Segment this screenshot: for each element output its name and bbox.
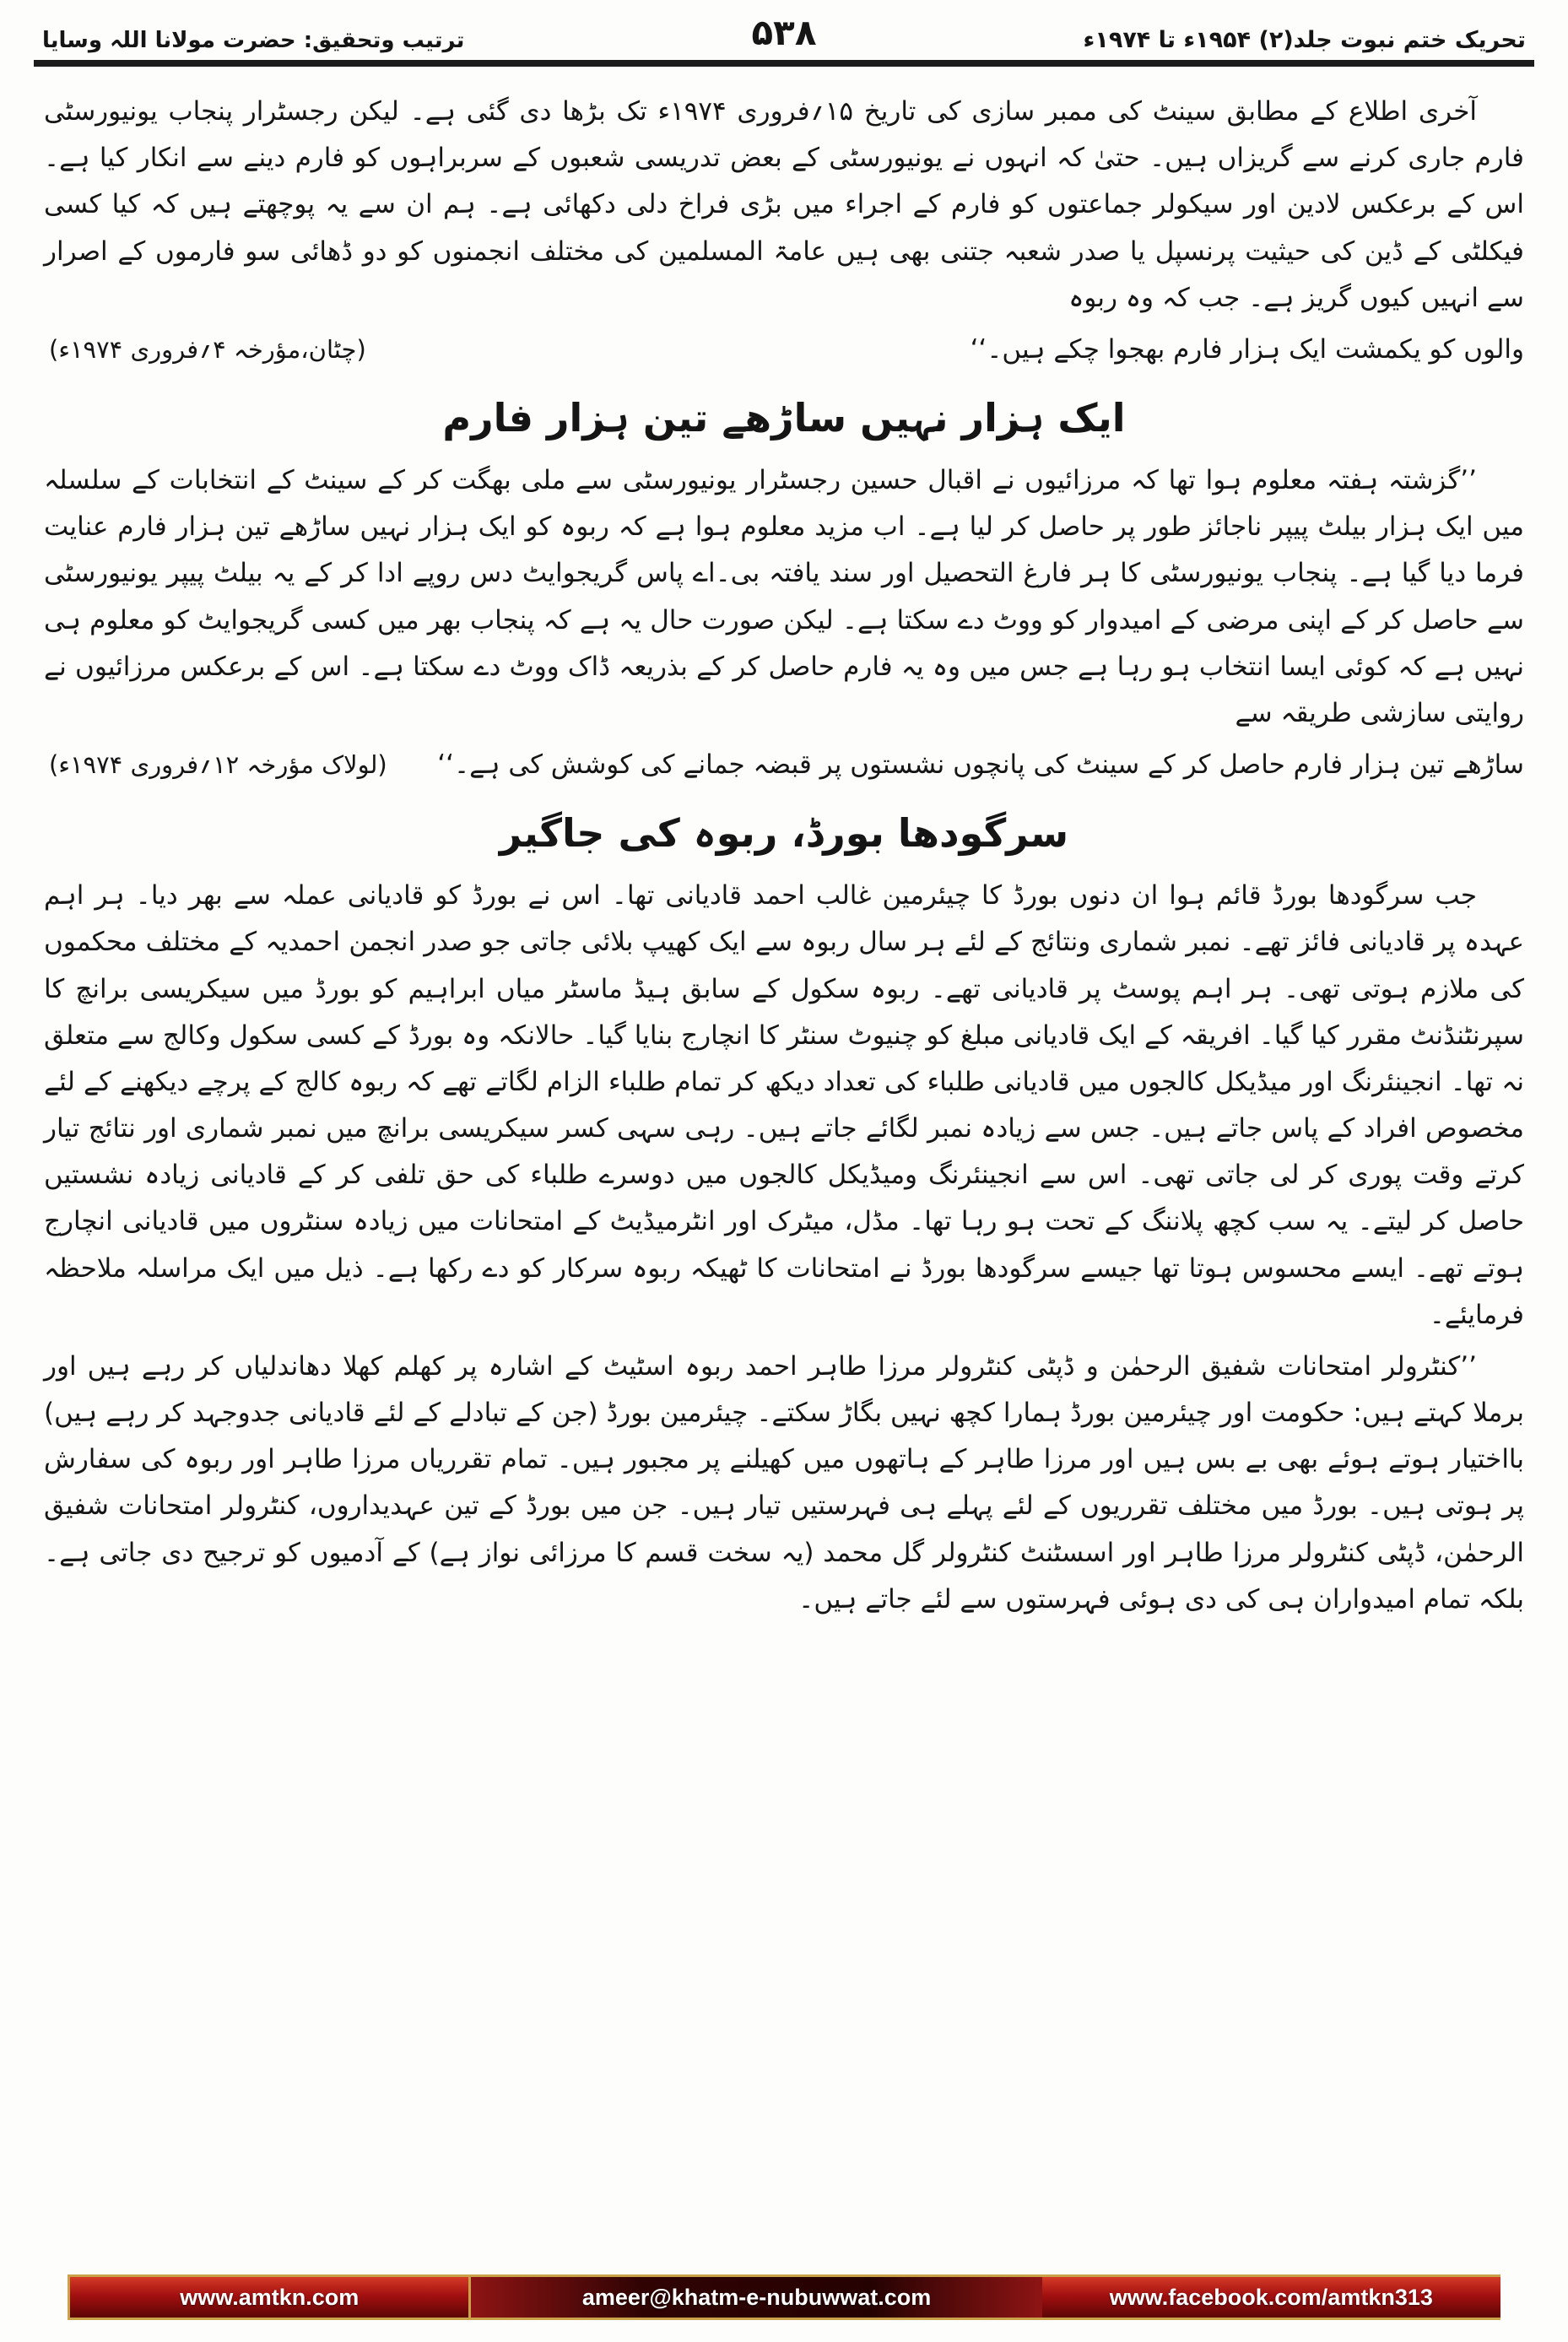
compiler-credit: ترتیب وتحقیق: حضرت مولانا اللہ وسایا — [42, 28, 465, 53]
footer-facebook-url: www.facebook.com/amtkn313 — [1042, 2277, 1500, 2318]
paragraph-sargodha-board: جب سرگودھا بورڈ قائم ہوا ان دنوں بورڈ کا چیئرمین غالب احمد قادیانی تھا۔ اس نے بورڈ کو قادیانی عملہ سے بھر دیا۔ ہر اہم عہدہ پر قادیانی فائز تھے۔ نمبر شماری ونتائج کے لئے ہر سال ربوہ سے ایک کھیپ بلائی جاتی جو صدر انجمن احمدیہ کے مختلف محکموں کی ملازم ہوتی تھی۔ ہر اہم پوسٹ پر قادیانی تھے۔ ربوہ سکول کے سابق ہیڈ ماسٹر میاں ابراہیم کو بورڈ میں سیکریسی برانچ کا سپرنٹنڈنٹ مقرر کیا گیا۔ افریقہ کے ایک قادیانی مبلغ کو چنیوٹ سنٹر کا انچارج بنایا گیا۔ حالانکہ وہ بورڈ کے کسی سکول وکالج سے متعلق نہ تھا۔ انجینئرنگ اور میڈیکل کالجوں میں قادیانی طلباء کی تعداد دیکھ کر تمام طلباء الزام لگاتے تھے کہ ربوہ کالج کے پرچے دیکھنے کے لئے مخصوص افراد کے پاس جاتے ہیں۔ جس سے زیادہ نمبر لگائے جاتے ہیں۔ رہی سہی کسر سیکریسی برانچ میں نمبر شماری اور نتائج تیار کرتے وقت پوری کر لی جاتی تھی۔ اس سے انجینئرنگ ومیڈیکل کالجوں میں دوسرے طلباء کی حق تلفی کر کے قادیانی زیادہ نشستیں حاصل کر لیتے۔ یہ سب کچھ پلاننگ کے تحت ہو رہا تھا۔ مڈل، میٹرک اور انٹرمیڈیٹ کے امتحانات میں زیادہ سنٹروں میں قادیانی انچارج ہوتے تھے۔ ایسے محسوس ہوتا تھا جیسے سرگودھا بورڈ نے امتحانات کا ٹھیکہ ربوہ سرکار کو دے رکھا ہے۔ ذیل میں ایک مراسلہ ملاحظہ فرمایئے۔ — [44, 880, 1524, 1330]
footer-website-url: www.amtkn.com — [68, 2277, 468, 2318]
paragraph-last-line — [44, 742, 1524, 788]
footer-bar — [68, 2274, 1500, 2320]
citation-lolak: (لولاک مؤرخہ ۱۲؍فروری ۱۹۷۴ء) — [49, 750, 387, 780]
paragraph-end-text: والوں کو یکمشت ایک ہزار فارم بھجوا چکے ہیں۔‘‘ — [970, 333, 1524, 365]
citation-chattan: (چٹان،مؤرخہ ۴؍فروری ۱۹۷۴ء) — [49, 334, 366, 364]
paragraph-end-text: ساڑھے تین ہزار فارم حاصل کر کے سینٹ کی پانچوں نشستوں پر قبضہ جمانے کی کوشش کی ہے۔‘‘ — [437, 749, 1524, 781]
page-header — [0, 0, 1568, 58]
paragraph-controller-letter: ’’کنٹرولر امتحانات شفیق الرحمٰن و ڈپٹی کنٹرولر مرزا طاہر احمد ربوہ اسٹیٹ کے اشارہ پر کھلم کھلا دھاندلیاں کر رہے ہیں اور برملا کہتے ہیں: حکومت اور چیئرمین بورڈ ہمارا کچھ نہیں بگاڑ سکتے۔ چیئرمین بورڈ (جن کے تبادلے کے لئے قادیانی جدوجہد کر رہے ہیں) بااختیار ہوتے ہوئے بھی بے بس ہیں اور مرزا طاہر کے ہاتھوں میں کھیلنے پر مجبور ہیں۔ تمام تقرریاں مرزا طاہر اور ربوہ کی سفارش پر ہوتی ہیں۔ بورڈ میں مختلف تقرریوں کے لئے پہلے ہی فہرستیں تیار ہیں۔ جن میں بورڈ کے تین عہدیداروں، کنٹرولر امتحانات شفیق الرحمٰن، ڈپٹی کنٹرولر مرزا طاہر اور اسسٹنٹ کنٹرولر گل محمد (یہ سخت قسم کا مرزائی نواز ہے) کے آدمیوں کو ترجیح دی جاتی ہے۔ بلکہ تمام امیدواران ہی کی دی ہوئی فہرستوں سے لئے جاتے ہیں۔ — [44, 1350, 1524, 1615]
paragraph-registrar-forms: آخری اطلاع کے مطابق سینٹ کی ممبر سازی کی تاریخ ۱۵؍فروری ۱۹۷۴ء تک بڑھا دی گئی ہے۔ لیکن رجسٹرار پنجاب یونیورسٹی فارم جاری کرنے سے گریزاں ہیں۔ حتیٰ کہ انہوں نے یونیورسٹی کے بعض تدریسی شعبوں کے سربراہوں کو فارم دینے سے انکار کیا ہے۔ اس کے برعکس لادین اور سیکولر جماعتوں کو فارم کے اجراء میں بڑی فراخ دلی دکھائی ہے۔ ہم ان سے یہ پوچھتے ہیں کہ کیا کسی فیکلٹی کے ڈین کی حیثیت پرنسپل یا صدر شعبہ جتنی بھی ہیں عامۃ المسلمین کی مختلف انجمنوں کو دو ڈھائی سو فارموں کے اصرار سے انہیں کیوں گریز ہے۔ جب کہ وہ ربوہ — [44, 96, 1524, 313]
page-number: ۵۳۸ — [751, 12, 817, 53]
paragraph-ballot-papers: ’’گزشتہ ہفتہ معلوم ہوا تھا کہ مرزائیوں نے اقبال حسین رجسٹرار یونیورسٹی سے ملی بھگت کر کے سینٹ کے انتخابات کے سلسلہ میں ایک ہزار بیلٹ پیپر ناجائز طور پر حاصل کر لیا ہے۔ اب مزید معلوم ہوا ہے کہ ربوہ کو ایک ہزار نہیں ساڑھے تین ہزار فارم عنایت فرما دیا گیا ہے۔ پنجاب یونیورسٹی کا ہر فارغ التحصیل اور سند یافتہ بی۔اے پاس گریجوایٹ دس روپے ادا کر کے یہ بیلٹ پیپر یونیورسٹی سے حاصل کر کے اپنی مرضی کے امیدوار کو ووٹ دے سکتا ہے۔ لیکن صورت حال یہ ہے کہ پنجاب بھر میں کسی گریجوایٹ کو معلوم ہی نہیں ہے کہ کوئی ایسا انتخاب ہو رہا ہے جس میں وہ یہ فارم حاصل کر کے بذریعہ ڈاک ووٹ دے سکتا ہے۔ اس کے برعکس مرزائیوں نے روایتی سازشی طریقہ سے — [44, 465, 1524, 728]
section-heading-three-thousand-forms: ایک ہزار نہیں ساڑھے تین ہزار فارم — [442, 395, 1126, 441]
page-footer — [0, 2274, 1568, 2342]
paragraph-last-line — [44, 327, 1524, 373]
page-body — [0, 67, 1568, 2274]
footer-email-address: ameer@khatm-e-nubuwwat.com — [468, 2277, 1041, 2318]
section-heading-sargodha-board: سرگودھا بورڈ، ربوہ کی جاگیر — [499, 810, 1069, 857]
volume-title: تحریک ختم نبوت جلد(۲) ۱۹۵۴ء تا ۱۹۷۴ء — [1083, 27, 1526, 53]
header-divider-rule — [34, 60, 1534, 67]
